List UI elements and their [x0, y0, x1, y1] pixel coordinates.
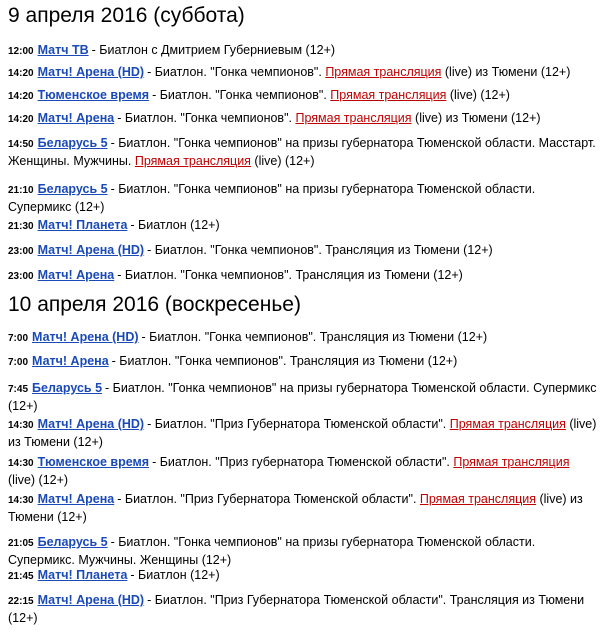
event-description: - Биатлон. "Гонка чемпионов".	[117, 111, 296, 125]
event-description: - Биатлон. "Гонка чемпионов".	[152, 88, 331, 102]
day-heading: 9 апреля 2016 (суббота)	[8, 4, 245, 27]
channel-link[interactable]: Матч! Арена	[37, 268, 115, 282]
schedule-entry	[8, 87, 598, 105]
event-time: 14:30	[8, 458, 34, 469]
event-description-tail: (live) (12+)	[8, 473, 69, 487]
event-description: - Биатлон. "Гонка чемпионов". Трансляция из Тюмени (12+)	[111, 354, 458, 368]
event-description-tail: (live) (12+)	[250, 154, 315, 168]
channel-link[interactable]: Беларусь 5	[32, 381, 103, 395]
day-section	[0, 0, 614, 282]
event-description-tail: (live) из Тюмени (12+)	[441, 65, 571, 79]
event-description: - Биатлон. "Приз Губернатора Тюменской области".	[117, 492, 420, 506]
schedule-entry	[8, 64, 598, 82]
schedule-entry	[8, 267, 598, 285]
event-time: 7:45	[8, 384, 29, 395]
schedule-entry	[8, 567, 598, 585]
channel-link[interactable]: Беларусь 5	[37, 182, 108, 196]
live-broadcast-link[interactable]: Прямая трансляция	[295, 111, 412, 125]
live-broadcast-link[interactable]: Прямая трансляция	[419, 492, 536, 506]
event-description: - Биатлон. "Гонка чемпионов". Трансляция из Тюмени (12+)	[147, 243, 493, 257]
event-description: - Биатлон. "Гонка чемпионов".	[147, 65, 326, 79]
event-time: 21:45	[8, 571, 34, 582]
event-description: - Биатлон. "Гонка чемпионов" на призы губернатора Тюменской области. Супермикс (12+)	[8, 381, 597, 413]
schedule-entry	[8, 242, 598, 260]
event-time: 23:00	[8, 271, 34, 282]
event-time: 21:30	[8, 221, 34, 232]
event-description-tail: (live) (12+)	[446, 88, 510, 102]
schedule-entry	[8, 353, 598, 371]
event-time: 14:50	[8, 139, 34, 150]
event-time: 14:20	[8, 68, 34, 79]
schedule-entry	[8, 42, 598, 60]
live-broadcast-link[interactable]: Прямая трансляция	[330, 88, 447, 102]
channel-link[interactable]: Матч! Арена	[37, 111, 115, 125]
channel-link[interactable]: Матч! Арена (HD)	[37, 593, 145, 607]
channel-link[interactable]: Матч! Арена	[32, 354, 109, 368]
schedule-entry	[8, 380, 598, 415]
event-time: 14:20	[8, 91, 34, 102]
event-time: 7:00	[8, 357, 29, 368]
event-description: - Биатлон с Дмитрием Губерниевым (12+)	[91, 43, 336, 57]
event-description: - Биатлон. "Гонка чемпионов" на призы губернатора Тюменской области. Масстарт. Женщины. Мужчины.	[8, 136, 596, 168]
channel-link[interactable]: Матч! Арена (HD)	[37, 243, 145, 257]
event-time: 7:00	[8, 333, 29, 344]
channel-link[interactable]: Матч! Арена (HD)	[32, 330, 139, 344]
channel-link[interactable]: Матч! Планета	[37, 218, 128, 232]
live-broadcast-link[interactable]: Прямая трансляция	[453, 455, 570, 469]
schedule-entry	[8, 110, 598, 128]
live-broadcast-link[interactable]: Прямая трансляция	[449, 417, 566, 431]
event-description: - Биатлон (12+)	[130, 218, 220, 232]
schedule-entry	[8, 534, 598, 569]
schedule-entry	[8, 592, 598, 627]
event-description: - Биатлон. "Приз Губернатора Тюменской области". Трансляция из Тюмени (12+)	[8, 593, 585, 625]
event-time: 14:30	[8, 420, 34, 431]
live-broadcast-link[interactable]: Прямая трансляция	[134, 154, 251, 168]
channel-link[interactable]: Беларусь 5	[37, 535, 108, 549]
event-time: 14:30	[8, 495, 34, 506]
schedule-entry	[8, 416, 598, 451]
event-description: - Биатлон. "Приз губернатора Тюменской области".	[152, 455, 454, 469]
day-heading: 10 апреля 2016 (воскресенье)	[8, 293, 301, 316]
channel-link[interactable]: Тюменское время	[37, 88, 150, 102]
channel-link[interactable]: Матч! Планета	[37, 568, 128, 582]
schedule-entry	[8, 217, 598, 235]
event-time: 22:15	[8, 596, 34, 607]
event-description: - Биатлон. "Гонка чемпионов". Трансляция из Тюмени (12+)	[141, 330, 488, 344]
schedule-entry	[8, 454, 598, 489]
event-description-tail: (live) из Тюмени (12+)	[8, 417, 597, 449]
live-broadcast-link[interactable]: Прямая трансляция	[325, 65, 442, 79]
schedule-entry	[8, 181, 598, 216]
event-description-tail: (live) из Тюмени (12+)	[411, 111, 541, 125]
event-description: - Биатлон. "Гонка чемпионов" на призы губернатора Тюменской области. Супермикс (12+)	[8, 182, 536, 214]
channel-link[interactable]: Беларусь 5	[37, 136, 108, 150]
event-time: 21:10	[8, 185, 34, 196]
event-time: 12:00	[8, 46, 34, 57]
schedule-entry	[8, 135, 598, 170]
channel-link[interactable]: Матч! Арена (HD)	[37, 417, 145, 431]
event-description: - Биатлон. "Гонка чемпионов". Трансляция из Тюмени (12+)	[117, 268, 463, 282]
event-description: - Биатлон. "Гонка чемпионов" на призы губернатора Тюменской области. Супермикс. Мужчины. Женщины (12+)	[8, 535, 536, 567]
day-section	[0, 289, 614, 625]
event-description-tail: (live) из Тюмени (12+)	[8, 492, 583, 524]
channel-link[interactable]: Матч! Арена (HD)	[37, 65, 145, 79]
event-time: 21:05	[8, 538, 34, 549]
schedule-entry	[8, 329, 598, 347]
event-description: - Биатлон. "Приз Губернатора Тюменской области".	[147, 417, 450, 431]
schedule-entry	[8, 491, 598, 526]
event-time: 23:00	[8, 246, 34, 257]
channel-link[interactable]: Матч! Арена	[37, 492, 115, 506]
event-time: 14:20	[8, 114, 34, 125]
channel-link[interactable]: Тюменское время	[37, 455, 150, 469]
event-description: - Биатлон (12+)	[130, 568, 220, 582]
channel-link[interactable]: Матч ТВ	[37, 43, 89, 57]
